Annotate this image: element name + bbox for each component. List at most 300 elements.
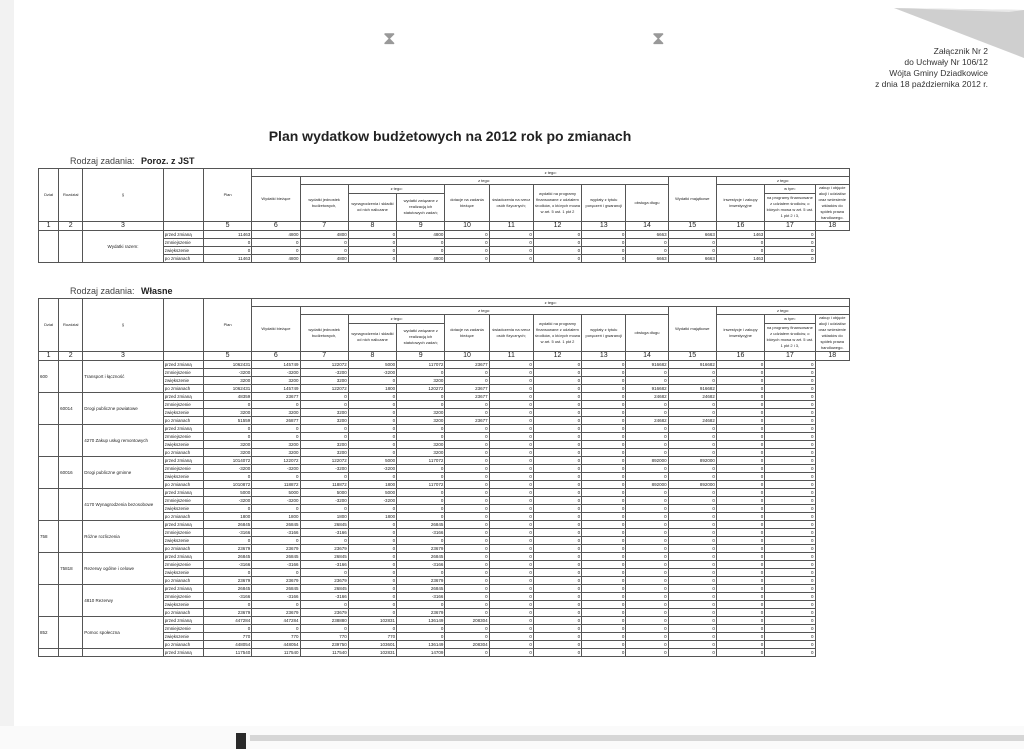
value-cell: 0 xyxy=(716,425,764,433)
value-cell: 0 xyxy=(348,545,396,553)
value-cell: 0 xyxy=(489,465,533,473)
item-cell xyxy=(83,425,163,457)
stage-label: po zmianach xyxy=(163,545,203,553)
value-cell: 0 xyxy=(252,239,300,247)
value-cell: 0 xyxy=(582,409,626,417)
value-cell: 26845 xyxy=(203,553,251,561)
value-cell: 0 xyxy=(445,239,489,247)
value-cell: 0 xyxy=(582,473,626,481)
value-cell: 0 xyxy=(716,569,764,577)
value-cell: 0 xyxy=(489,489,533,497)
item-cell xyxy=(83,361,163,393)
value-cell: 0 xyxy=(300,601,348,609)
value-cell: 0 xyxy=(582,529,626,537)
value-cell: -3166 xyxy=(300,529,348,537)
value-cell: 0 xyxy=(397,239,445,247)
value-cell: 1800 xyxy=(348,481,396,489)
column-header: wydatki związane z realizacją ich statutowych zadań; xyxy=(397,323,445,351)
value-cell: 0 xyxy=(582,481,626,489)
value-cell: 0 xyxy=(489,417,533,425)
value-cell: 0 xyxy=(445,231,489,239)
item-name: Pomoc społeczna xyxy=(84,629,120,635)
value-cell: 122072 xyxy=(300,361,348,369)
value-cell: 0 xyxy=(489,585,533,593)
value-cell: 122072 xyxy=(300,385,348,393)
value-cell: 0 xyxy=(533,649,581,657)
value-cell: 892000 xyxy=(626,457,668,465)
value-cell: 0 xyxy=(668,537,716,545)
value-cell: 26877 xyxy=(252,417,300,425)
value-cell: 0 xyxy=(765,585,815,593)
item-cell xyxy=(83,393,163,425)
value-cell: 4800 xyxy=(252,255,300,263)
value-cell: 0 xyxy=(489,497,533,505)
value-cell: 0 xyxy=(668,369,716,377)
value-cell: 0 xyxy=(533,577,581,585)
value-cell: 0 xyxy=(765,393,815,401)
value-cell: 0 xyxy=(716,545,764,553)
header-line: z dnia 18 października 2012 r. xyxy=(875,79,988,89)
value-cell: 1062431 xyxy=(203,361,251,369)
value-cell: 0 xyxy=(489,393,533,401)
value-cell: 0 xyxy=(716,641,764,649)
value-cell: 23677 xyxy=(252,393,300,401)
value-cell: 0 xyxy=(765,401,815,409)
value-cell: 3200 xyxy=(397,449,445,457)
rozdzial-code xyxy=(59,361,83,393)
value-cell: 0 xyxy=(397,393,445,401)
value-cell: 0 xyxy=(348,247,396,255)
column-header: obsługa długu xyxy=(626,315,668,352)
value-cell: 0 xyxy=(489,633,533,641)
value-cell: 26845 xyxy=(300,553,348,561)
value-cell: 0 xyxy=(765,377,815,385)
column-header: z tego: xyxy=(348,315,445,324)
value-cell: 0 xyxy=(668,585,716,593)
value-cell: 3200 xyxy=(397,441,445,449)
value-cell: 0 xyxy=(203,601,251,609)
value-cell: 1014072 xyxy=(203,457,251,465)
value-cell: 0 xyxy=(252,247,300,255)
value-cell: 0 xyxy=(668,561,716,569)
stage-label: zmniejszenie xyxy=(163,401,203,409)
stage-label: po zmianach xyxy=(163,255,203,263)
value-cell: 0 xyxy=(397,369,445,377)
value-cell: 0 xyxy=(765,481,815,489)
value-cell: 3200 xyxy=(300,377,348,385)
column-number: 10 xyxy=(445,222,489,231)
value-cell: 0 xyxy=(582,401,626,409)
value-cell: 0 xyxy=(716,247,764,255)
value-cell: 0 xyxy=(582,255,626,263)
value-cell: 0 xyxy=(348,417,396,425)
column-header: inwestycje i zakupy inwestycyjne xyxy=(716,315,764,352)
value-cell: -3200 xyxy=(300,465,348,473)
column-header: świadczenia na rzecz osób fizycznych; xyxy=(489,185,533,222)
column-number: 11 xyxy=(489,222,533,231)
value-cell: 0 xyxy=(445,497,489,505)
value-cell: 0 xyxy=(533,393,581,401)
value-cell: 0 xyxy=(533,481,581,489)
value-cell: 0 xyxy=(582,625,626,633)
value-cell: 0 xyxy=(626,247,668,255)
value-cell: 0 xyxy=(489,609,533,617)
value-cell: 102831 xyxy=(348,617,396,625)
rozdzial-code xyxy=(59,489,83,521)
value-cell: 0 xyxy=(533,255,581,263)
value-cell: 23679 xyxy=(252,609,300,617)
value-cell: 0 xyxy=(445,247,489,255)
value-cell: 0 xyxy=(716,441,764,449)
value-cell: 0 xyxy=(582,505,626,513)
value-cell: 0 xyxy=(252,425,300,433)
value-cell: 0 xyxy=(348,585,396,593)
value-cell: 0 xyxy=(348,449,396,457)
value-cell: 0 xyxy=(765,521,815,529)
value-cell: 0 xyxy=(716,577,764,585)
column-header: z tego: xyxy=(300,307,668,315)
stage-label: po zmianach xyxy=(163,385,203,393)
value-cell: 0 xyxy=(348,425,396,433)
value-cell: 0 xyxy=(252,401,300,409)
stage-label: po zmianach xyxy=(163,577,203,585)
value-cell: 0 xyxy=(489,601,533,609)
rozdzial-code xyxy=(59,649,83,657)
value-cell: 0 xyxy=(626,409,668,417)
value-cell: 1062431 xyxy=(203,385,251,393)
stage-label: przed zmianą xyxy=(163,649,203,657)
value-cell: 0 xyxy=(716,489,764,497)
stage-label: przed zmianą xyxy=(163,361,203,369)
stage-label: przed zmianą xyxy=(163,457,203,465)
value-cell: 447284 xyxy=(252,617,300,625)
value-cell: 14709 xyxy=(397,649,445,657)
value-cell: 23679 xyxy=(397,577,445,585)
value-cell: 0 xyxy=(489,449,533,457)
value-cell: 0 xyxy=(445,449,489,457)
column-header: w tym: xyxy=(765,185,815,194)
item-cell xyxy=(83,489,163,521)
column-header: Wydatki majątkowe xyxy=(668,307,716,352)
value-cell: 3200 xyxy=(252,409,300,417)
value-cell: 0 xyxy=(668,473,716,481)
dzial-code: 852 xyxy=(39,617,59,649)
value-cell: 0 xyxy=(489,425,533,433)
value-cell: 0 xyxy=(489,473,533,481)
value-cell: 0 xyxy=(668,625,716,633)
value-cell: 0 xyxy=(489,401,533,409)
value-cell: 26845 xyxy=(300,521,348,529)
item-cell xyxy=(83,617,163,649)
value-cell: 916682 xyxy=(626,361,668,369)
value-cell: 0 xyxy=(489,593,533,601)
value-cell: 892000 xyxy=(626,481,668,489)
value-cell: 0 xyxy=(203,625,251,633)
value-cell: 0 xyxy=(716,633,764,641)
value-cell: 0 xyxy=(533,553,581,561)
column-number: 9 xyxy=(397,222,445,231)
value-cell: 0 xyxy=(397,601,445,609)
value-cell: 117540 xyxy=(203,649,251,657)
column-number: 15 xyxy=(668,222,716,231)
column-header: wydatki związane z realizacją ich statutowych zadań; xyxy=(397,193,445,221)
value-cell: 26845 xyxy=(252,585,300,593)
value-cell: 0 xyxy=(203,505,251,513)
value-cell: 0 xyxy=(533,505,581,513)
rozdzial-code: 60014 xyxy=(59,393,83,425)
header-line: Załącznik Nr 2 xyxy=(933,46,988,56)
value-cell: 0 xyxy=(252,433,300,441)
dzial-code xyxy=(39,585,59,617)
value-cell: 23677 xyxy=(445,417,489,425)
value-cell: 0 xyxy=(716,497,764,505)
value-cell: 1463 xyxy=(716,231,764,239)
value-cell: 0 xyxy=(626,465,668,473)
column-number: 14 xyxy=(626,352,668,361)
stage-label: przed zmianą xyxy=(163,489,203,497)
value-cell: 0 xyxy=(533,585,581,593)
value-cell: 0 xyxy=(668,617,716,625)
column-number: 2 xyxy=(59,222,83,231)
value-cell: 0 xyxy=(626,449,668,457)
column-number xyxy=(163,222,203,231)
value-cell: 0 xyxy=(489,457,533,465)
value-cell: 0 xyxy=(348,393,396,401)
value-cell: 0 xyxy=(348,569,396,577)
column-header: obsługa długu xyxy=(626,185,668,222)
column-header: na programy finansowane z udziałem środków, o których mowa w art. 5 ust. 1 pkt 2 i 3, xyxy=(765,323,815,351)
stage-label: przed zmianą xyxy=(163,553,203,561)
value-cell: 0 xyxy=(716,649,764,657)
value-cell: 0 xyxy=(668,529,716,537)
stage-label: po zmianach xyxy=(163,481,203,489)
value-cell: 0 xyxy=(348,577,396,585)
value-cell: 0 xyxy=(489,481,533,489)
value-cell: 0 xyxy=(533,545,581,553)
column-header: § xyxy=(83,299,163,352)
stage-label: zmniejszenie xyxy=(163,465,203,473)
value-cell: -3200 xyxy=(348,497,396,505)
value-cell: 0 xyxy=(716,513,764,521)
table-cell xyxy=(59,231,83,263)
value-cell: 23677 xyxy=(445,393,489,401)
value-cell: 0 xyxy=(533,433,581,441)
value-cell: 0 xyxy=(668,593,716,601)
value-cell: 0 xyxy=(626,521,668,529)
value-cell: 0 xyxy=(397,633,445,641)
dzial-code xyxy=(39,457,59,489)
value-cell: 0 xyxy=(203,425,251,433)
document-title: Plan wydatkow budżetowych na 2012 rok po zmianach xyxy=(268,128,632,144)
value-cell: 0 xyxy=(582,593,626,601)
value-cell: 0 xyxy=(445,489,489,497)
value-cell: 0 xyxy=(582,441,626,449)
value-cell: 0 xyxy=(348,593,396,601)
column-header xyxy=(163,169,203,222)
column-number: 12 xyxy=(533,222,581,231)
value-cell: 0 xyxy=(668,513,716,521)
value-cell: 0 xyxy=(668,449,716,457)
value-cell: 0 xyxy=(445,593,489,601)
value-cell: 770 xyxy=(203,633,251,641)
value-cell: -3200 xyxy=(300,369,348,377)
column-header: Rozdział xyxy=(59,169,83,222)
column-number: 8 xyxy=(348,222,396,231)
value-cell: 4800 xyxy=(397,231,445,239)
value-cell: 0 xyxy=(533,417,581,425)
value-cell: 0 xyxy=(765,561,815,569)
value-cell: 0 xyxy=(716,369,764,377)
value-cell: 23679 xyxy=(397,609,445,617)
value-cell: 0 xyxy=(348,239,396,247)
value-cell: 24682 xyxy=(626,393,668,401)
value-cell: 0 xyxy=(445,255,489,263)
value-cell: 0 xyxy=(716,481,764,489)
column-number: 16 xyxy=(716,222,764,231)
dzial-code xyxy=(39,553,59,585)
value-cell: 4800 xyxy=(300,231,348,239)
value-cell: 0 xyxy=(533,633,581,641)
value-cell: 0 xyxy=(626,593,668,601)
value-cell: 0 xyxy=(765,649,815,657)
stage-label: zmniejszenie xyxy=(163,561,203,569)
value-cell: 0 xyxy=(348,231,396,239)
column-number: 12 xyxy=(533,352,581,361)
value-cell: 24682 xyxy=(668,393,716,401)
value-cell: 117540 xyxy=(252,649,300,657)
value-cell: 0 xyxy=(582,231,626,239)
value-cell: 3200 xyxy=(203,449,251,457)
column-number: 15 xyxy=(668,352,716,361)
stage-label: przed zmianą xyxy=(163,585,203,593)
value-cell: -3200 xyxy=(203,497,251,505)
value-cell: 0 xyxy=(348,377,396,385)
value-cell: 0 xyxy=(716,505,764,513)
value-cell: 448054 xyxy=(252,641,300,649)
value-cell: 238880 xyxy=(300,617,348,625)
value-cell: 0 xyxy=(533,609,581,617)
scan-bottom-shadow xyxy=(250,735,1024,741)
value-cell: 0 xyxy=(765,641,815,649)
value-cell: 117540 xyxy=(300,649,348,657)
value-cell: 0 xyxy=(252,601,300,609)
value-cell: 0 xyxy=(533,231,581,239)
value-cell: 0 xyxy=(445,401,489,409)
value-cell: 0 xyxy=(533,521,581,529)
column-header: z tego: xyxy=(716,307,849,315)
value-cell: 770 xyxy=(300,633,348,641)
value-cell: 0 xyxy=(582,649,626,657)
value-cell: 0 xyxy=(582,561,626,569)
value-cell: 0 xyxy=(397,489,445,497)
value-cell: 0 xyxy=(626,641,668,649)
stage-label: zmniejszenie xyxy=(163,529,203,537)
column-header: wydatki na programy finansowane z udziałem środków, o których mowa w art. 5 ust. 1 pkt 2 xyxy=(533,315,581,352)
value-cell: 0 xyxy=(582,537,626,545)
jst-expenses-table xyxy=(38,168,850,263)
column-header: na programy finansowane z udziałem środków, o których mowa w art. 5 ust. 1 pkt 2 i 3, xyxy=(765,193,815,221)
value-cell: 4800 xyxy=(252,231,300,239)
value-cell: 0 xyxy=(626,513,668,521)
value-cell: 0 xyxy=(626,425,668,433)
value-cell: 0 xyxy=(668,441,716,449)
value-cell: 0 xyxy=(765,369,815,377)
stage-label: po zmianach xyxy=(163,513,203,521)
value-cell: 0 xyxy=(716,457,764,465)
value-cell: 0 xyxy=(397,401,445,409)
value-cell: 0 xyxy=(668,577,716,585)
value-cell: 4800 xyxy=(300,255,348,263)
value-cell: 0 xyxy=(348,433,396,441)
value-cell: 0 xyxy=(582,521,626,529)
stage-label: po zmianach xyxy=(163,609,203,617)
column-header: z tego: xyxy=(348,185,445,194)
value-cell: 0 xyxy=(626,441,668,449)
value-cell: 0 xyxy=(668,239,716,247)
value-cell: 0 xyxy=(582,449,626,457)
value-cell: -3200 xyxy=(252,465,300,473)
column-number: 6 xyxy=(252,222,300,231)
value-cell: 0 xyxy=(533,465,581,473)
column-header: świadczenia na rzecz osób fizycznych; xyxy=(489,315,533,352)
value-cell: 0 xyxy=(489,537,533,545)
value-cell: 0 xyxy=(348,505,396,513)
value-cell: 0 xyxy=(716,417,764,425)
stage-label: zmniejszenie xyxy=(163,625,203,633)
value-cell: -3166 xyxy=(203,561,251,569)
value-cell: 0 xyxy=(397,497,445,505)
table-row xyxy=(39,361,850,369)
value-cell: 0 xyxy=(716,239,764,247)
stage-label: po zmianach xyxy=(163,641,203,649)
column-number: 10 xyxy=(445,352,489,361)
value-cell: 0 xyxy=(626,577,668,585)
value-cell: 0 xyxy=(668,545,716,553)
value-cell: 770 xyxy=(348,633,396,641)
value-cell: 0 xyxy=(300,473,348,481)
value-cell: 0 xyxy=(716,537,764,545)
value-cell: -3200 xyxy=(203,465,251,473)
value-cell: 4800 xyxy=(397,255,445,263)
value-cell: 0 xyxy=(397,625,445,633)
value-cell: -3200 xyxy=(348,369,396,377)
value-cell: 0 xyxy=(626,569,668,577)
column-header: zakup i objęcie akcji i udziałów oraz wniesienie wkładów do spółek prawa handlowego. xyxy=(815,185,850,222)
value-cell: 0 xyxy=(533,377,581,385)
stage-label: przed zmianą xyxy=(163,617,203,625)
value-cell: 0 xyxy=(533,529,581,537)
column-number: 13 xyxy=(582,222,626,231)
value-cell: 0 xyxy=(668,553,716,561)
value-cell: 0 xyxy=(716,449,764,457)
value-cell: 26845 xyxy=(252,521,300,529)
value-cell: 0 xyxy=(203,537,251,545)
value-cell: -3166 xyxy=(397,593,445,601)
value-cell: -3166 xyxy=(203,593,251,601)
value-cell: 0 xyxy=(533,617,581,625)
value-cell: 23679 xyxy=(203,609,251,617)
value-cell: 0 xyxy=(533,641,581,649)
column-header: z tego: xyxy=(252,169,850,177)
value-cell: 26845 xyxy=(203,585,251,593)
value-cell: 23679 xyxy=(300,545,348,553)
value-cell: 0 xyxy=(397,473,445,481)
column-header: dotacje na zadania bieżące xyxy=(445,185,489,222)
value-cell: 0 xyxy=(668,377,716,385)
value-cell: 51559 xyxy=(203,417,251,425)
value-cell: 0 xyxy=(582,617,626,625)
value-cell: 0 xyxy=(445,425,489,433)
